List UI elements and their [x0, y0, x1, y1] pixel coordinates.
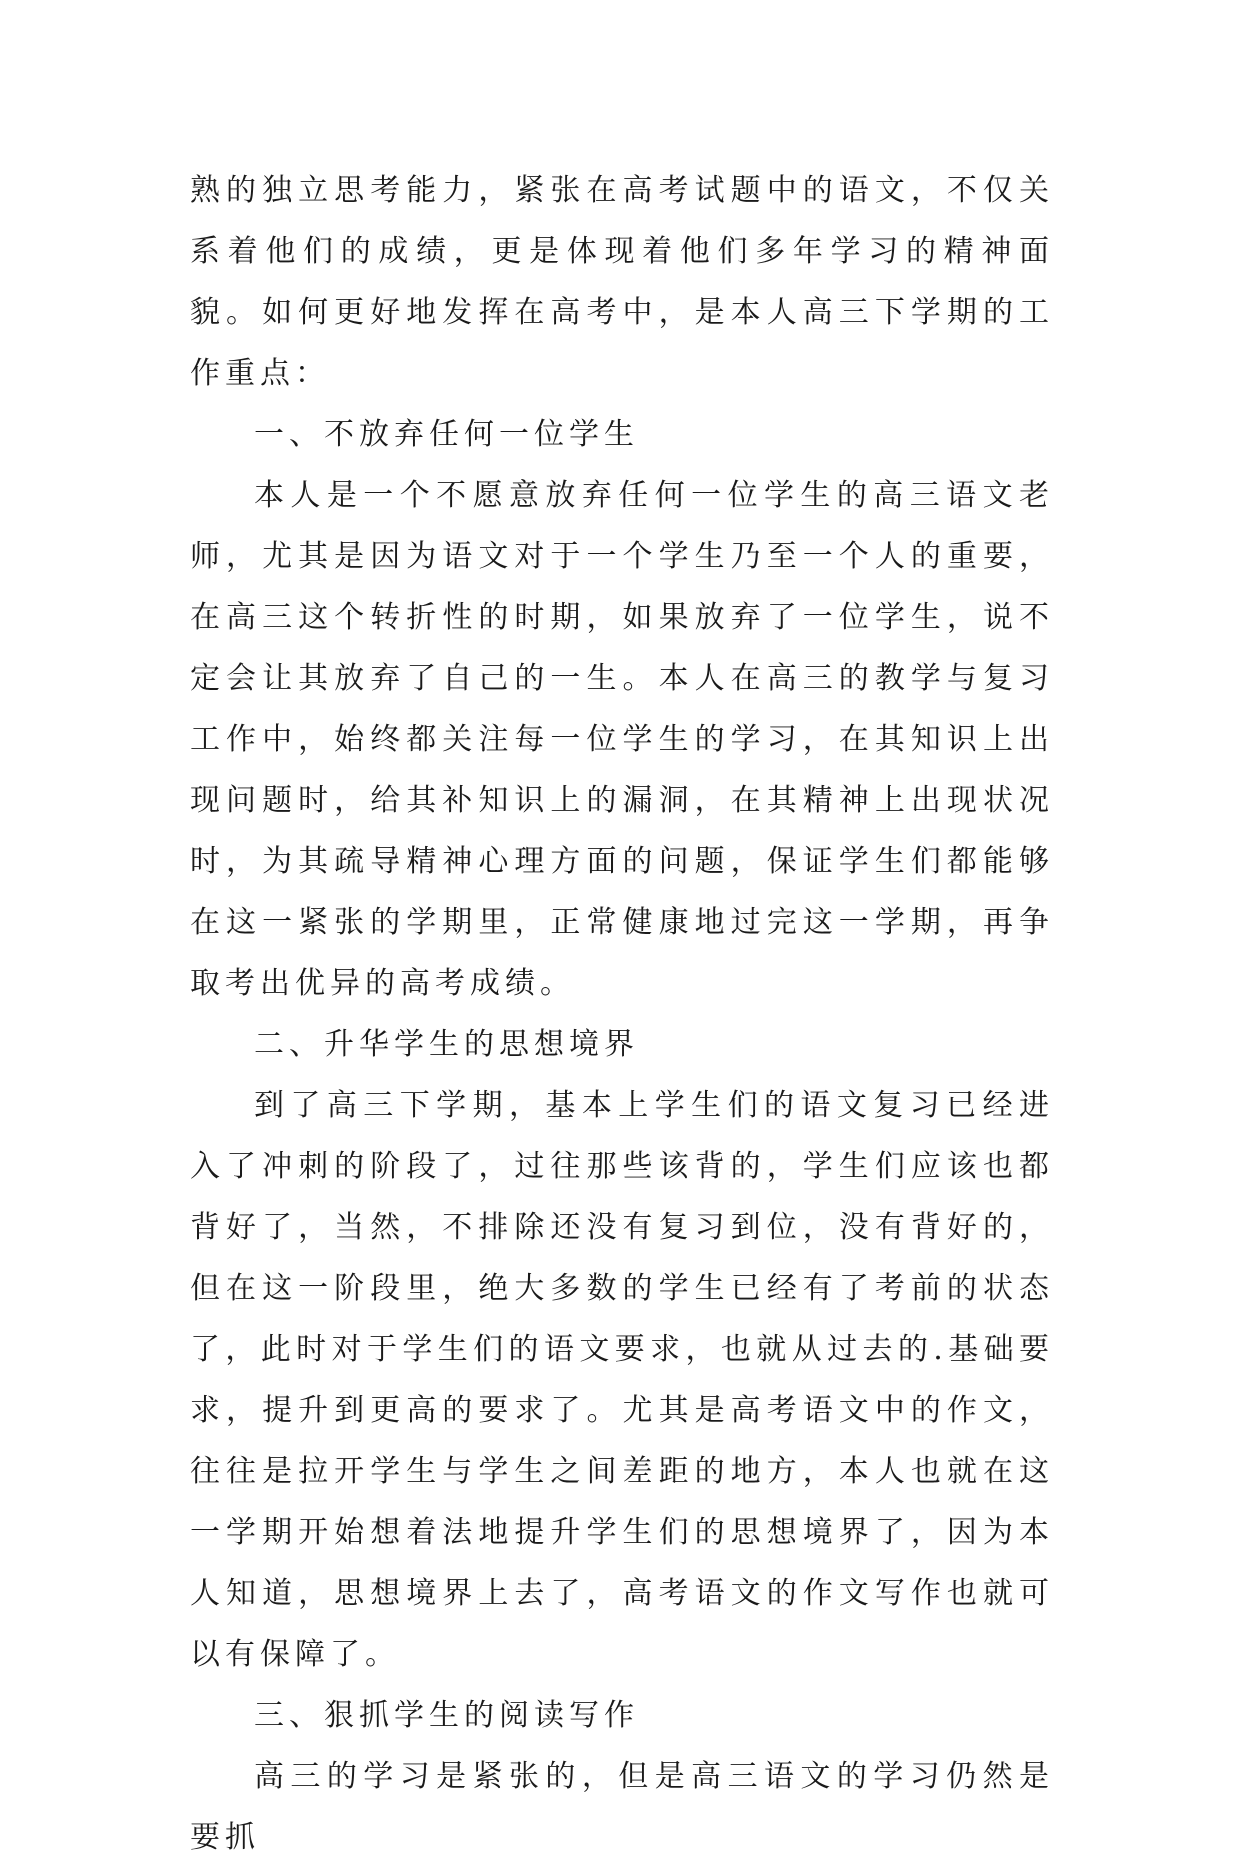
document-body: [190, 160, 1054, 1868]
paragraph-section-1: 本人是一个不愿意放弃任何一位学生的高三语文老师，尤其是因为语文对于一个学生乃至一个人的重要，在高三这个转折性的时期，如果放弃了一位学生，说不定会让其放弃了自己的一生。本人在高三的教学与复习工作中，始终都关注每一位学生的学习，在其知识上出现问题时，给其补知识上的漏洞，在其精神上出现状况时，为其疏导精神心理方面的问题，保证学生们都能够在这一紧张的学期里，正常健康地过完这一学期，再争取考出优异的高考成绩。: [190, 478, 1054, 1001]
paragraph-section-2: 到了高三下学期，基本上学生们的语文复习已经进入了冲刺的阶段了，过往那些该背的，学生们应该也都背好了，当然，不排除还没有复习到位，没有背好的，但在这一阶段里，绝大多数的学生已经有了考前的状态了，此时对于学生们的语文要求，也就从过去的.基础要求，提升到更高的要求了。尤其是高考语文中的作文，往往是拉开学生与学生之间差距的地方，本人也就在这一学期开始想着法地提升学生们的思想境界了，因为本人知道，思想境界上去了，高考语文的作文写作也就可以有保障了。: [190, 1088, 1054, 1672]
section-heading-3: 三、狠抓学生的阅读写作: [254, 1698, 639, 1733]
section-heading-1: 一、不放弃任何一位学生: [254, 417, 639, 452]
section-heading-2: 二、升华学生的思想境界: [254, 1027, 639, 1062]
paragraph-continued: 熟的独立思考能力，紧张在高考试题中的语文，不仅关系着他们的成绩，更是体现着他们多年学习的精神面貌。如何更好地发挥在高考中，是本人高三下学期的工作重点：: [190, 173, 1054, 391]
paragraph-section-3: 高三的学习是紧张的，但是高三语文的学习仍然是要抓: [190, 1759, 1054, 1855]
